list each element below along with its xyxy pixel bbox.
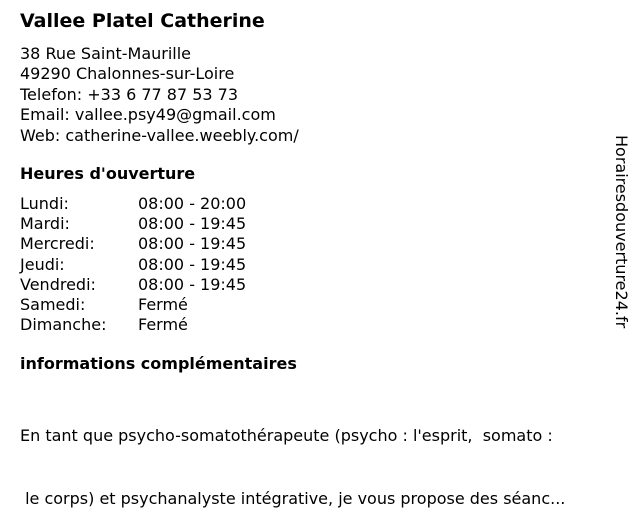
hours-row-saturday [20, 295, 246, 315]
day-time: 08:00 - 19:45 [138, 234, 247, 254]
day-label: Dimanche: [20, 315, 107, 335]
hours-row-monday [20, 194, 246, 214]
email-address[interactable]: Email: vallee.psy49@gmail.com [20, 105, 276, 125]
day-time: Fermé [138, 315, 188, 335]
day-time: 08:00 - 20:00 [138, 194, 247, 213]
day-label: Vendredi: [20, 274, 96, 294]
contact-block [20, 44, 299, 146]
business-name: Vallee Platel Catherine [20, 10, 265, 32]
day-time: Fermé [138, 295, 188, 315]
address-street: 38 Rue Saint-Maurille [20, 44, 192, 63]
hours-row-wednesday [20, 234, 246, 254]
opening-hours-list [20, 194, 246, 335]
day-label: Mercredi: [20, 234, 95, 254]
address-city: 49290 Chalonnes-sur-Loire [20, 64, 235, 84]
hours-row-thursday [20, 255, 246, 275]
hours-heading: Heures d'ouverture [20, 164, 196, 183]
hours-row-friday [20, 275, 246, 295]
day-label: Samedi: [20, 295, 86, 315]
website-link[interactable]: Web: catherine-vallee.weebly.com/ [20, 125, 299, 145]
hours-row-tuesday [20, 214, 246, 234]
site-watermark: Horairesdouverture24.fr [612, 135, 631, 329]
info-line-2: le corps) et psychanalyste intégrative, je vous propose des séanc... [20, 489, 566, 508]
info-heading: informations complémentaires [20, 354, 297, 373]
day-time: 08:00 - 19:45 [138, 214, 247, 234]
info-description [20, 383, 565, 530]
day-label: Lundi: [20, 194, 69, 213]
day-label: Jeudi: [20, 254, 65, 274]
day-time: 08:00 - 19:45 [138, 274, 247, 294]
day-label: Mardi: [20, 214, 70, 234]
day-time: 08:00 - 19:45 [138, 254, 247, 274]
info-line-1: En tant que psycho-somatothérapeute (psycho : l'esprit, somato : [20, 426, 553, 445]
phone-number[interactable]: Telefon: +33 6 77 87 53 73 [20, 84, 239, 104]
hours-row-sunday [20, 315, 246, 335]
